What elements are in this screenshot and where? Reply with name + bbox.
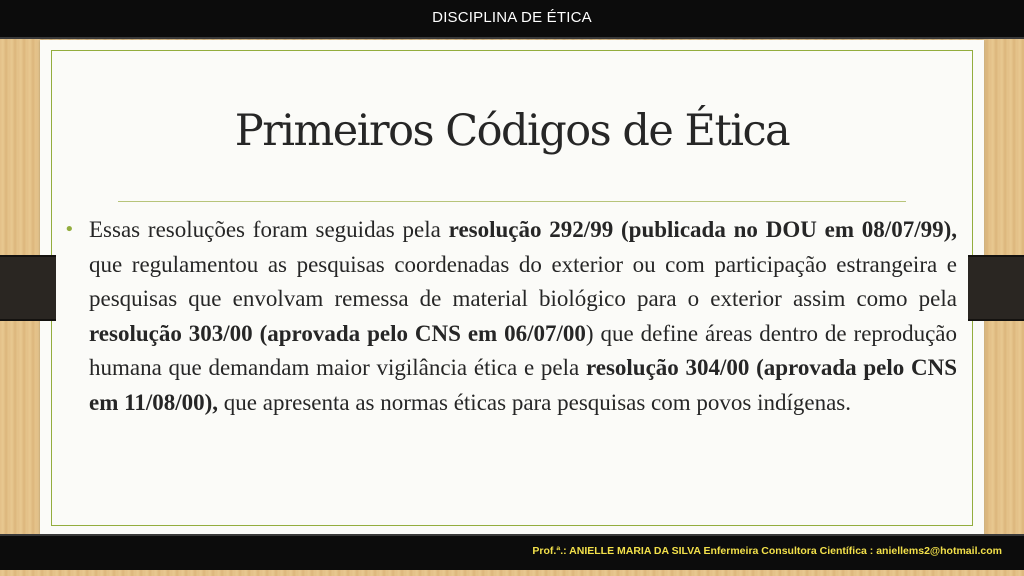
- text-segment: ) que define áreas dentro de reprodução humana que demandam maior vigilância ética e pela: [89, 320, 957, 380]
- header-bar: [0, 0, 1024, 39]
- bullet-paragraph: [89, 213, 957, 420]
- right-side-tab: [968, 255, 1024, 321]
- footer-bar: [0, 534, 1024, 570]
- bold-segment-resolution-292: resolução 292/99 (publicada no DOU em 08/07/99),: [448, 217, 957, 242]
- title-divider: [118, 201, 906, 202]
- footer-credits: Prof.ª.: ANIELLE MARIA DA SILVA Enfermeira Consultora Científica : aniellems2@hotmail.com: [532, 545, 1002, 557]
- bold-segment-resolution-304: resolução 304/00 (aprovada pelo CNS em 11/08/00),: [89, 355, 957, 415]
- header-title: DISCIPLINA DE ÉTICA: [432, 9, 592, 26]
- text-segment: que regulamentou as pesquisas coordenadas do exterior ou com participação estrangeira e pesquisas que envolvam remessa de material biológico para o exterior assim como pela: [89, 251, 957, 311]
- text-segment: Essas resoluções foram seguidas pela: [89, 217, 449, 242]
- bullet-icon: •: [64, 219, 75, 240]
- text-segment: que apresenta as normas éticas para pesquisas com povos indígenas.: [218, 389, 851, 415]
- bold-segment-resolution-303: resolução 303/00 (aprovada pelo CNS em 06/07/00: [89, 320, 586, 346]
- slide-title: Primeiros Códigos de Ética: [234, 106, 790, 156]
- left-side-tab: [0, 255, 56, 321]
